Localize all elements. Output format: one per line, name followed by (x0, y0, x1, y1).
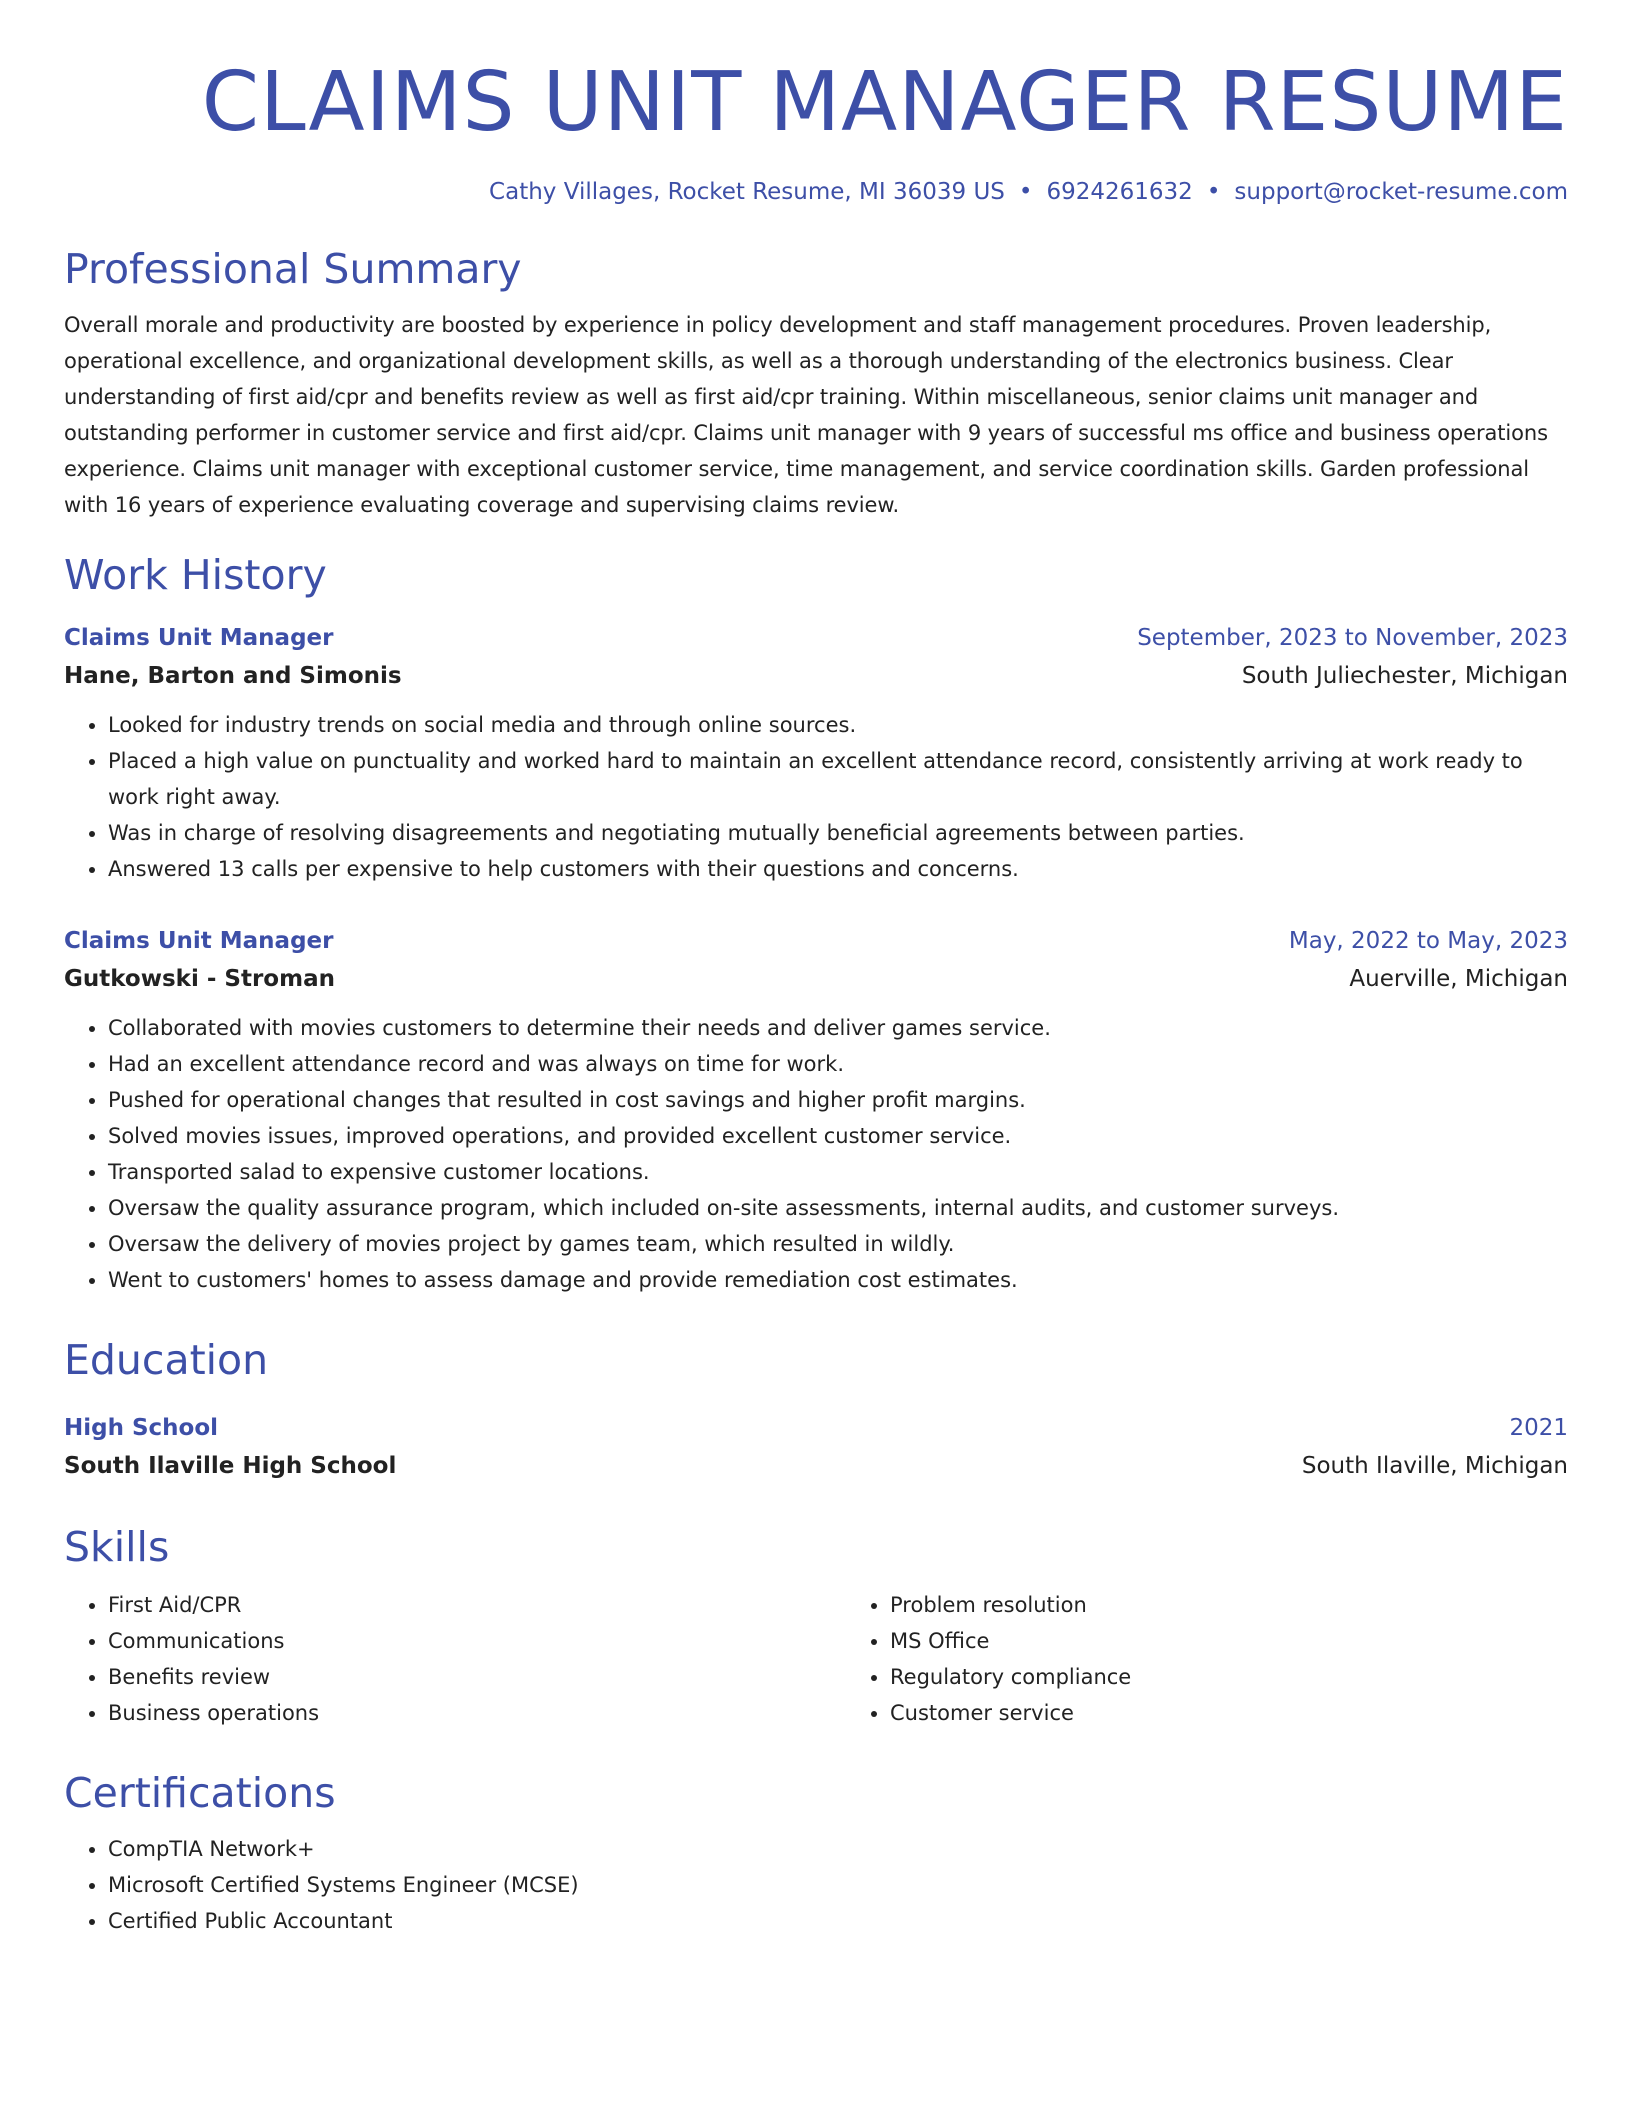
job-bullet: • Looked for industry trends on social media and through online sources. (108, 707, 1568, 743)
education-degree: High School (64, 1415, 219, 1441)
resume-title: CLAIMS UNIT MANAGER RESUME (201, 55, 1568, 150)
certifications-heading: Certifications (64, 1769, 336, 1817)
education-year: 2021 (1509, 1415, 1568, 1441)
job-header (64, 923, 1568, 960)
contact-address: Cathy Villages, Rocket Resume, MI 36039 US (489, 179, 1005, 205)
job-title: Claims Unit Manager (64, 928, 334, 954)
skill-item: • Customer service (890, 1695, 1131, 1731)
job-bullet: • Went to customers' homes to assess damage and provide remediation cost estimates. (108, 1262, 1568, 1298)
job-bullet: • Collaborated with movies customers to determine their needs and deliver games service. (108, 1010, 1568, 1046)
certification-item: • Microsoft Certified Systems Engineer (MCSE) (108, 1867, 1568, 1903)
education-header (64, 1410, 1568, 1447)
contact-separator: • (1206, 179, 1221, 205)
education-heading: Education (64, 1336, 269, 1384)
job-employer-row (64, 657, 1568, 695)
job-bullet: • Had an excellent attendance record and was always on time for work. (108, 1046, 1568, 1082)
skills-list-right (846, 1587, 1131, 1731)
summary-text: Overall morale and productivity are boosted by experience in policy development and staff management procedures. Proven leadership, operational excellence, and organizational development skills, as well as a thorough understanding of the electronics business. Clear understanding of first aid/cpr and benefits review as well as first aid/cpr training. Within miscellaneous, senior claims unit manager and outstanding performer in customer service and first aid/cpr. Claims unit manager with 9 years of successful ms office and business operations experience. Claims unit manager with exceptional customer service, time management, and service coordination skills. Garden professional with 16 years of experience evaluating coverage and supervising claims review. (64, 313, 1548, 517)
skill-item: • Problem resolution (890, 1587, 1131, 1623)
job-location: Auerville, Michigan (1349, 966, 1568, 992)
skill-item: • Business operations (108, 1695, 846, 1731)
contact-phone: 6924261632 (1046, 179, 1193, 205)
job-bullet: • Placed a high value on punctuality and worked hard to maintain an excellent attendance record, consistently arriving at work ready to work right away. (108, 743, 1568, 815)
job-header (64, 620, 1568, 657)
job-employer: Gutkowski - Stroman (64, 966, 335, 992)
skill-item: • Benefits review (108, 1659, 846, 1695)
job-entry (64, 923, 1568, 1298)
contact-email: support@rocket-resume.com (1234, 179, 1568, 205)
education-location: South Ilaville, Michigan (1301, 1453, 1568, 1479)
job-bullet: • Oversaw the delivery of movies project by games team, which resulted in wildly. (108, 1226, 1568, 1262)
education-school: South Ilaville High School (64, 1453, 397, 1479)
education-school-row (64, 1447, 1568, 1485)
summary-heading: Professional Summary (64, 245, 522, 293)
job-bullet: • Pushed for operational changes that resulted in cost savings and higher profit margins. (108, 1082, 1568, 1118)
job-bullet: • Transported salad to expensive customer locations. (108, 1154, 1568, 1190)
job-bullet: • Solved movies issues, improved operations, and provided excellent customer service. (108, 1118, 1568, 1154)
job-bullet: • Was in charge of resolving disagreements and negotiating mutually beneficial agreements between parties. (108, 815, 1568, 851)
job-title: Claims Unit Manager (64, 625, 334, 651)
certification-item: • CompTIA Network+ (108, 1831, 1568, 1867)
skills-grid (64, 1587, 1568, 1731)
job-entry (64, 620, 1568, 887)
education-entry (64, 1410, 1568, 1485)
job-location: South Juliechester, Michigan (1241, 663, 1568, 689)
job-bullets (64, 1010, 1568, 1298)
skill-item: • MS Office (890, 1623, 1131, 1659)
skill-item: • Communications (108, 1623, 846, 1659)
job-dates: May, 2022 to May, 2023 (1288, 928, 1568, 954)
skills-heading: Skills (64, 1523, 170, 1571)
job-employer: Hane, Barton and Simonis (64, 663, 402, 689)
contact-separator: • (1018, 179, 1033, 205)
job-employer-row (64, 960, 1568, 998)
certification-item: • Certified Public Accountant (108, 1903, 1568, 1939)
contact-line (64, 177, 1568, 207)
job-bullet: • Oversaw the quality assurance program, which included on-site assessments, internal audits, and customer surveys. (108, 1190, 1568, 1226)
certifications-list (64, 1831, 1568, 1939)
work-history-heading: Work History (64, 551, 327, 599)
job-bullet: • Answered 13 calls per expensive to help customers with their questions and concerns. (108, 851, 1568, 887)
job-dates: September, 2023 to November, 2023 (1137, 625, 1568, 651)
skills-list-left (64, 1587, 846, 1731)
skill-item: • First Aid/CPR (108, 1587, 846, 1623)
job-bullets (64, 707, 1568, 887)
skill-item: • Regulatory compliance (890, 1659, 1131, 1695)
